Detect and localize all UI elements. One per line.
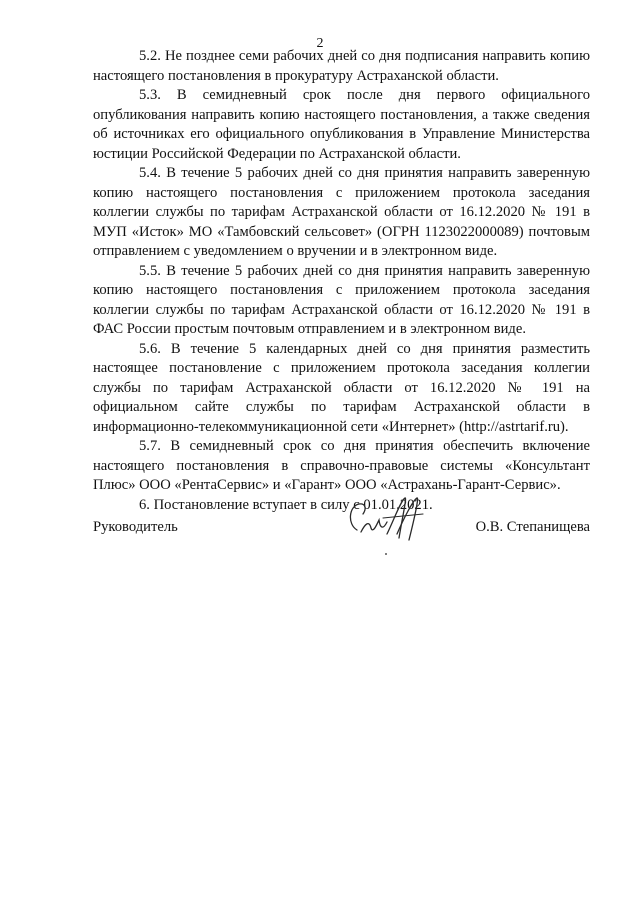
signer-name: О.В. Степанищева bbox=[475, 519, 590, 535]
document-body bbox=[93, 47, 590, 515]
signer-role: Руководитель bbox=[93, 519, 178, 535]
paragraph-5-7: 5.7. В семидневный срок со дня принятия обеспечить включение настоящего постановления в справочно-правовые системы «Консультант Плюс» ООО «РентаСервис» и «Гарант» ООО «Астрахань-Гарант-Сервис». bbox=[93, 438, 590, 493]
paragraph-5-2: 5.2. Не позднее семи рабочих дней со дня подписания направить копию настоящего постановления в прокуратуру Астраханской области. bbox=[93, 48, 590, 84]
paragraph-5-3: 5.3. В семидневный срок после дня первого официального опубликования направить копию настоящего постановления, а также сведения об источниках его официального опубликования в Управление Министерства юстиции Российской Федерации по Астраханской области. bbox=[93, 87, 590, 162]
paragraph-5-4: 5.4. В течение 5 рабочих дней со дня принятия направить заверенную копию настоящего постановления с приложением протокола заседания коллегии службы по тарифам Астраханской области от 16.12.2020 № 191 в МУП «Исток» МО «Тамбовский сельсовет» (ОГРН 1123022000089) почтовым отправлением с уведомлением о вручении и в электронном виде. bbox=[93, 165, 590, 259]
paragraph-6: 6. Постановление вступает в силу с 01.01.2021. bbox=[139, 496, 433, 513]
paragraph-5-6: 5.6. В течение 5 календарных дней со дня принятия разместить настоящее постановление с приложением протокола заседания коллегии службы по тарифам Астраханской области от 16.12.2020 № 191 на официальном сайте службы по тарифам Астраханской области в информационно-телекоммуникационной сети «Интернет» (http://astrtarif.ru). bbox=[93, 340, 590, 435]
handwritten-signature bbox=[343, 494, 433, 544]
signature-block bbox=[93, 518, 590, 558]
paragraph-5-5: 5.5. В течение 5 рабочих дней со дня принятия направить заверенную копию настоящего постановления с приложением протокола заседания коллегии службы по тарифам Астраханской области от 16.12.2020 № 191 в ФАС России простым почтовым отправлением и в электронном виде. bbox=[93, 262, 590, 337]
ink-dot bbox=[385, 553, 387, 555]
page-number: 2 bbox=[316, 36, 324, 51]
